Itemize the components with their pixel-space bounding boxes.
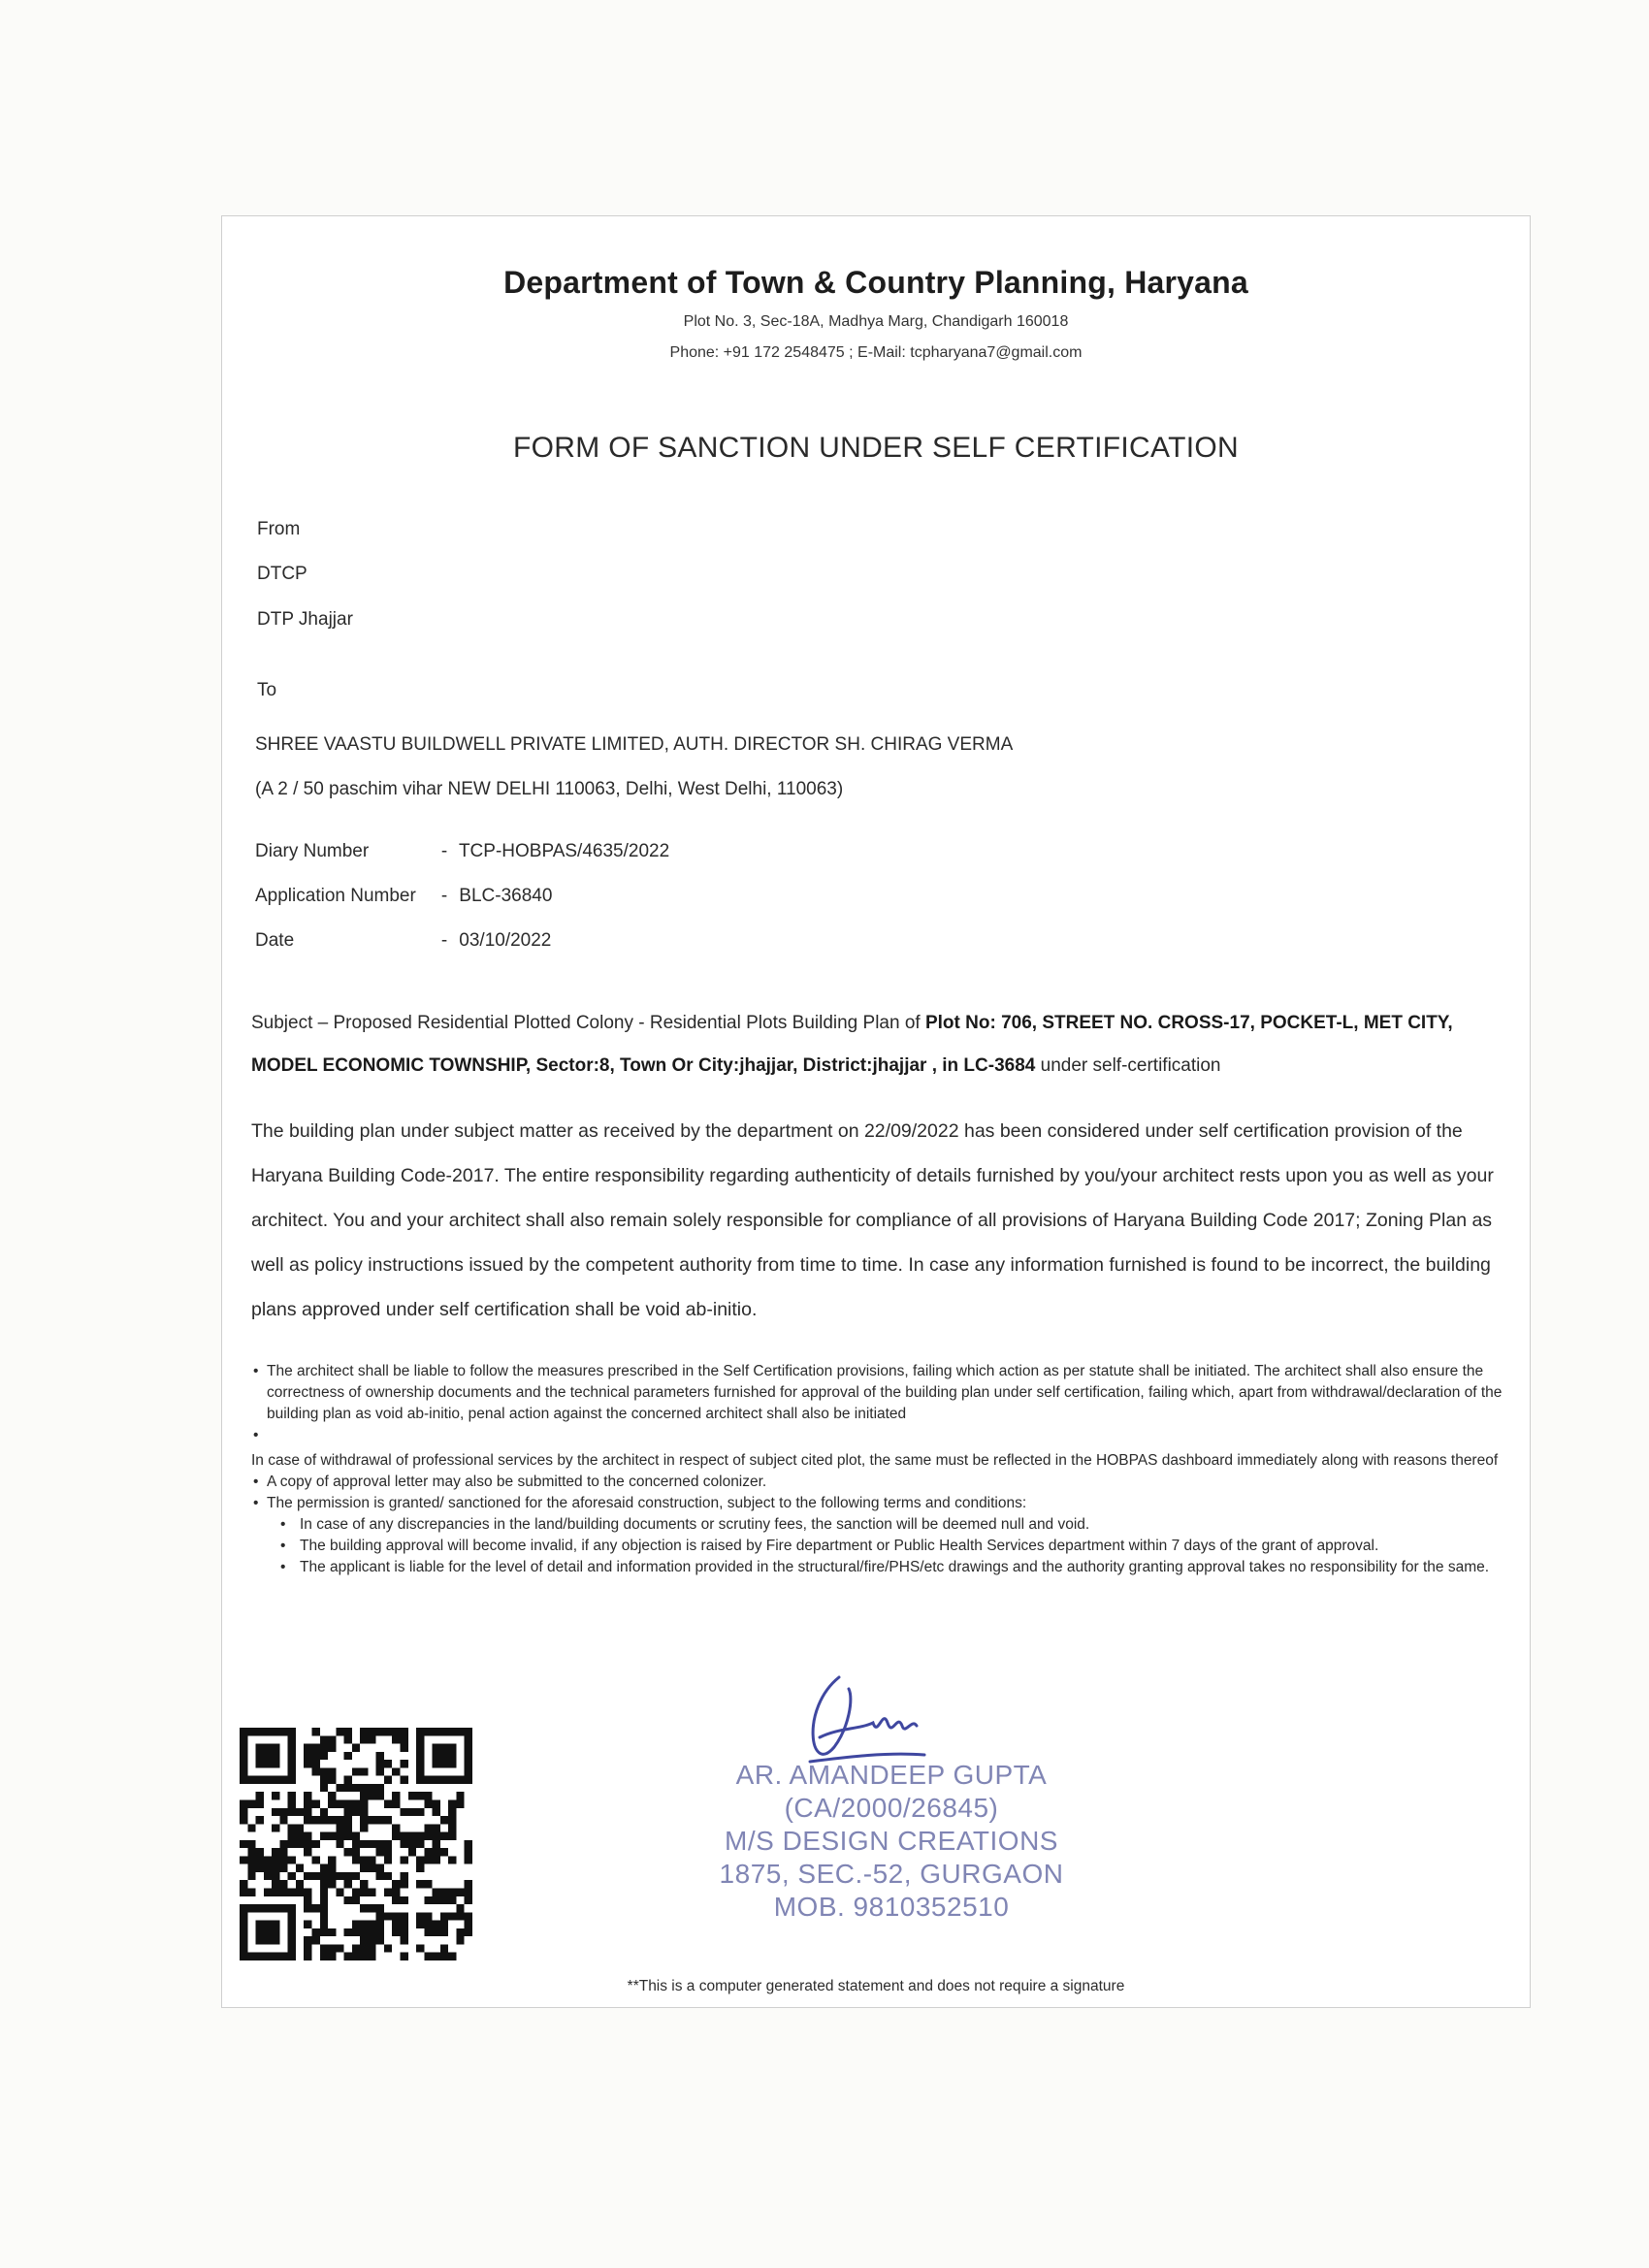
recipient-address: (A 2 / 50 paschim vihar NEW DELHI 110063, Delhi, West Delhi, 110063) [255,779,844,799]
from-line-2: DTP Jhajjar [257,609,353,630]
application-number-label: Application Number [255,886,416,906]
footer-note: **This is a computer generated statement and does not require a signature [627,1978,1125,1994]
form-title: FORM OF SANCTION UNDER SELF CERTIFICATION [513,432,1239,464]
separator-dash: - [440,930,448,951]
condition-item: • The architect shall be liable to follow the measures prescribed in the Self Certification provisions, failing which action as per statute shall be initiated. The architect shall also ensure the correctness of ownership documents and the technical parameters furnished for approval of the building plan under self certification, failing which, apart from withdrawal/declaration of the building plan as void ab-initio, penal action against the concerned architect shall also be initiated [251,1361,1503,1425]
application-number-value: BLC-36840 [459,886,553,906]
condition-item: • The permission is granted/ sanctioned for the aforesaid construction, subject to the following terms and conditions: [251,1493,1503,1514]
department-address: Plot No. 3, Sec-18A, Madhya Marg, Chandigarh 160018 [683,313,1069,330]
subject-suffix: under self-certification [1035,1055,1221,1076]
recipient-name: SHREE VAASTU BUILDWELL PRIVATE LIMITED, AUTH. DIRECTOR SH. CHIRAG VERMA [255,734,1014,755]
to-label: To [257,680,277,700]
conditions-list [251,1361,1503,1578]
sub-condition-item: • The applicant is liable for the level of detail and information provided in the structural/fire/PHS/etc drawings and the authority granting approval takes no responsibility for the same. [251,1557,1503,1578]
department-contact: Phone: +91 172 2548475 ; E-Mail: tcpharyana7@gmail.com [669,344,1083,361]
date-value: 03/10/2022 [459,930,552,951]
subject-plot-details: Plot No: 706, STREET NO. CROSS-17, POCKET-L, MET CITY, MODEL ECONOMIC TOWNSHIP, Sector:8, Town Or City:jhajjar, District:jhajjar , in LC-3684 [251,1013,1453,1076]
architect-stamp [688,1759,1095,1924]
diary-number-row [255,841,669,862]
condition-item: • A copy of approval letter may also be submitted to the concerned colonizer. [251,1472,1503,1493]
stamp-name: AR. AMANDEEP GUPTA [735,1760,1048,1790]
subject-prefix: Subject – Proposed Residential Plotted Colony - Residential Plots Building Plan of [251,1013,925,1033]
diary-number-value: TCP-HOBPAS/4635/2022 [458,841,670,861]
sub-condition-item: • In case of any discrepancies in the land/building documents or scrutiny fees, the sanction will be deemed null and void. [251,1514,1503,1536]
sub-condition-item: • The building approval will become invalid, if any objection is raised by Fire department or Public Health Services department within 7 days of the grant of approval. [251,1536,1503,1557]
application-number-row [255,886,552,907]
from-label: From [257,519,301,539]
department-title: Department of Town & Country Planning, Haryana [503,265,1248,300]
stamp-firm: M/S DESIGN CREATIONS [725,1826,1058,1856]
subject-line [251,1002,1503,1087]
date-row [255,930,551,952]
separator-dash: - [440,841,448,861]
from-line-1: DTCP [257,564,307,584]
separator-dash: - [440,886,448,906]
empty-bullet [251,1425,1503,1444]
sanction-letter [221,215,1531,2008]
diary-number-label: Diary Number [255,841,370,861]
stamp-address: 1875, SEC.-52, GURGAON [719,1859,1064,1889]
stamp-registration: (CA/2000/26845) [784,1793,999,1823]
qr-code [240,1728,472,1960]
stamp-mobile: MOB. 9810352510 [773,1892,1010,1922]
body-paragraph: The building plan under subject matter as received by the department on 22/09/2022 has been considered under self certification provision of the Haryana Building Code-2017. The entire responsibility regarding authenticity of details furnished by you/your architect rests upon you as well as your architect. You and your architect shall also remain solely responsible for compliance of all provisions of Haryana Building Code 2017; Zoning Plan as well as policy instructions issued by the competent authority from time to time. In case any information furnished is found to be incorrect, the building plans approved under self certification shall be void ab-initio. [251,1120,1494,1320]
condition-paragraph: In case of withdrawal of professional services by the architect in respect of subject cited plot, the same must be reflected in the HOBPAS dashboard immediately along with reasons thereof [251,1452,1499,1469]
date-label: Date [255,930,295,951]
